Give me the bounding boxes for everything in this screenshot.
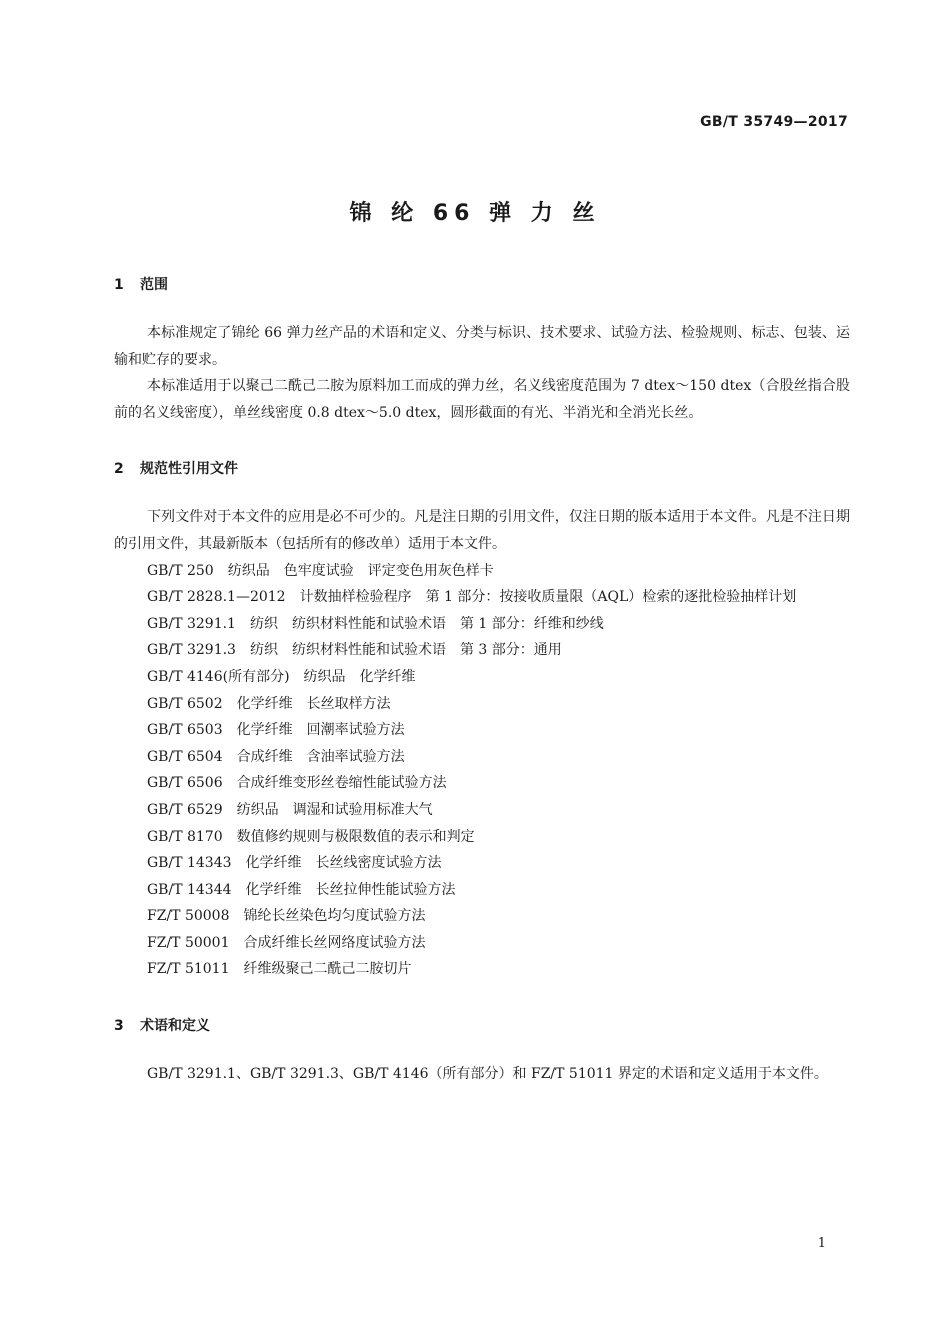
- reference-item: GB/T 8170 数值修约规则与极限数值的表示和判定: [147, 828, 475, 845]
- reference-item: GB/T 3291.3 纺织 纺织材料性能和试验术语 第 3 部分：通用: [147, 642, 562, 659]
- reference-item: GB/T 6503 化学纤维 回潮率试验方法: [147, 722, 405, 739]
- reference-item: GB/T 14343 化学纤维 长丝线密度试验方法: [147, 855, 442, 872]
- reference-item: GB/T 250 纺织品 色牢度试验 评定变色用灰色样卡: [147, 562, 494, 579]
- section-number: 3: [114, 1018, 124, 1035]
- reference-item: GB/T 6506 合成纤维变形丝卷缩性能试验方法: [147, 775, 447, 792]
- reference-item: FZ/T 50008 锦纶长丝染色均匀度试验方法: [147, 908, 426, 925]
- section-3-paragraph: GB/T 3291.1、GB/T 3291.3、GB/T 4146（所有部分）和 FZ/T 51011 界定的术语和定义适用于本文件。: [147, 1066, 828, 1083]
- reference-item: GB/T 3291.1 纺织 纺织材料性能和试验术语 第 1 部分：纤维和纱线: [147, 615, 604, 632]
- section-1-paragraph: 本标准适用于以聚己二酰己二胺为原料加工而成的弹力丝，名义线密度范围为 7 dtex～150 dtex（合股丝指合股前的名义线密度），单丝线密度 0.8 dtex～5.0 dtex，圆形截面的有光、半消光和全消光长丝。: [114, 378, 850, 421]
- section-title: 术语和定义: [140, 1018, 210, 1035]
- section-1-paragraph: 本标准规定了锦纶 66 弹力丝产品的术语和定义、分类与标识、技术要求、试验方法、检验规则、标志、包装、运输和贮存的要求。: [114, 325, 850, 368]
- reference-item: GB/T 6502 化学纤维 长丝取样方法: [147, 695, 391, 712]
- reference-item: GB/T 6504 合成纤维 含油率试验方法: [147, 748, 405, 765]
- document-title: 锦 纶 66 弹 力 丝: [349, 201, 601, 226]
- section-number: 1: [114, 277, 124, 293]
- reference-item: GB/T 4146(所有部分) 纺织品 化学纤维: [147, 668, 416, 685]
- section-1-heading: [114, 272, 850, 298]
- section-number: 2: [114, 461, 124, 478]
- reference-item: FZ/T 51011 纤维级聚己二酰己二胺切片: [147, 961, 412, 978]
- reference-item: GB/T 14344 化学纤维 长丝拉伸性能试验方法: [147, 881, 456, 898]
- reference-item: GB/T 6529 纺织品 调湿和试验用标准大气: [147, 801, 433, 818]
- document-body: [114, 272, 850, 1088]
- reference-item: FZ/T 50001 合成纤维长丝网络度试验方法: [147, 934, 426, 951]
- section-2-intro: 下列文件对于本文件的应用是必不可少的。凡是注日期的引用文件，仅注日期的版本适用于本文件。凡是不注日期的引用文件，其最新版本（包括所有的修改单）适用于本文件。: [114, 509, 850, 552]
- standard-code: GB/T 35749—2017: [700, 114, 848, 130]
- page-number: 1: [817, 1236, 826, 1251]
- section-2-heading: [114, 456, 850, 482]
- section-title: 规范性引用文件: [140, 461, 238, 478]
- section-3-heading: [114, 1013, 850, 1039]
- section-title: 范围: [140, 277, 168, 293]
- reference-item: GB/T 2828.1—2012 计数抽样检验程序 第 1 部分：按接收质量限（AQL）检索的逐批检验抽样计划: [147, 589, 797, 606]
